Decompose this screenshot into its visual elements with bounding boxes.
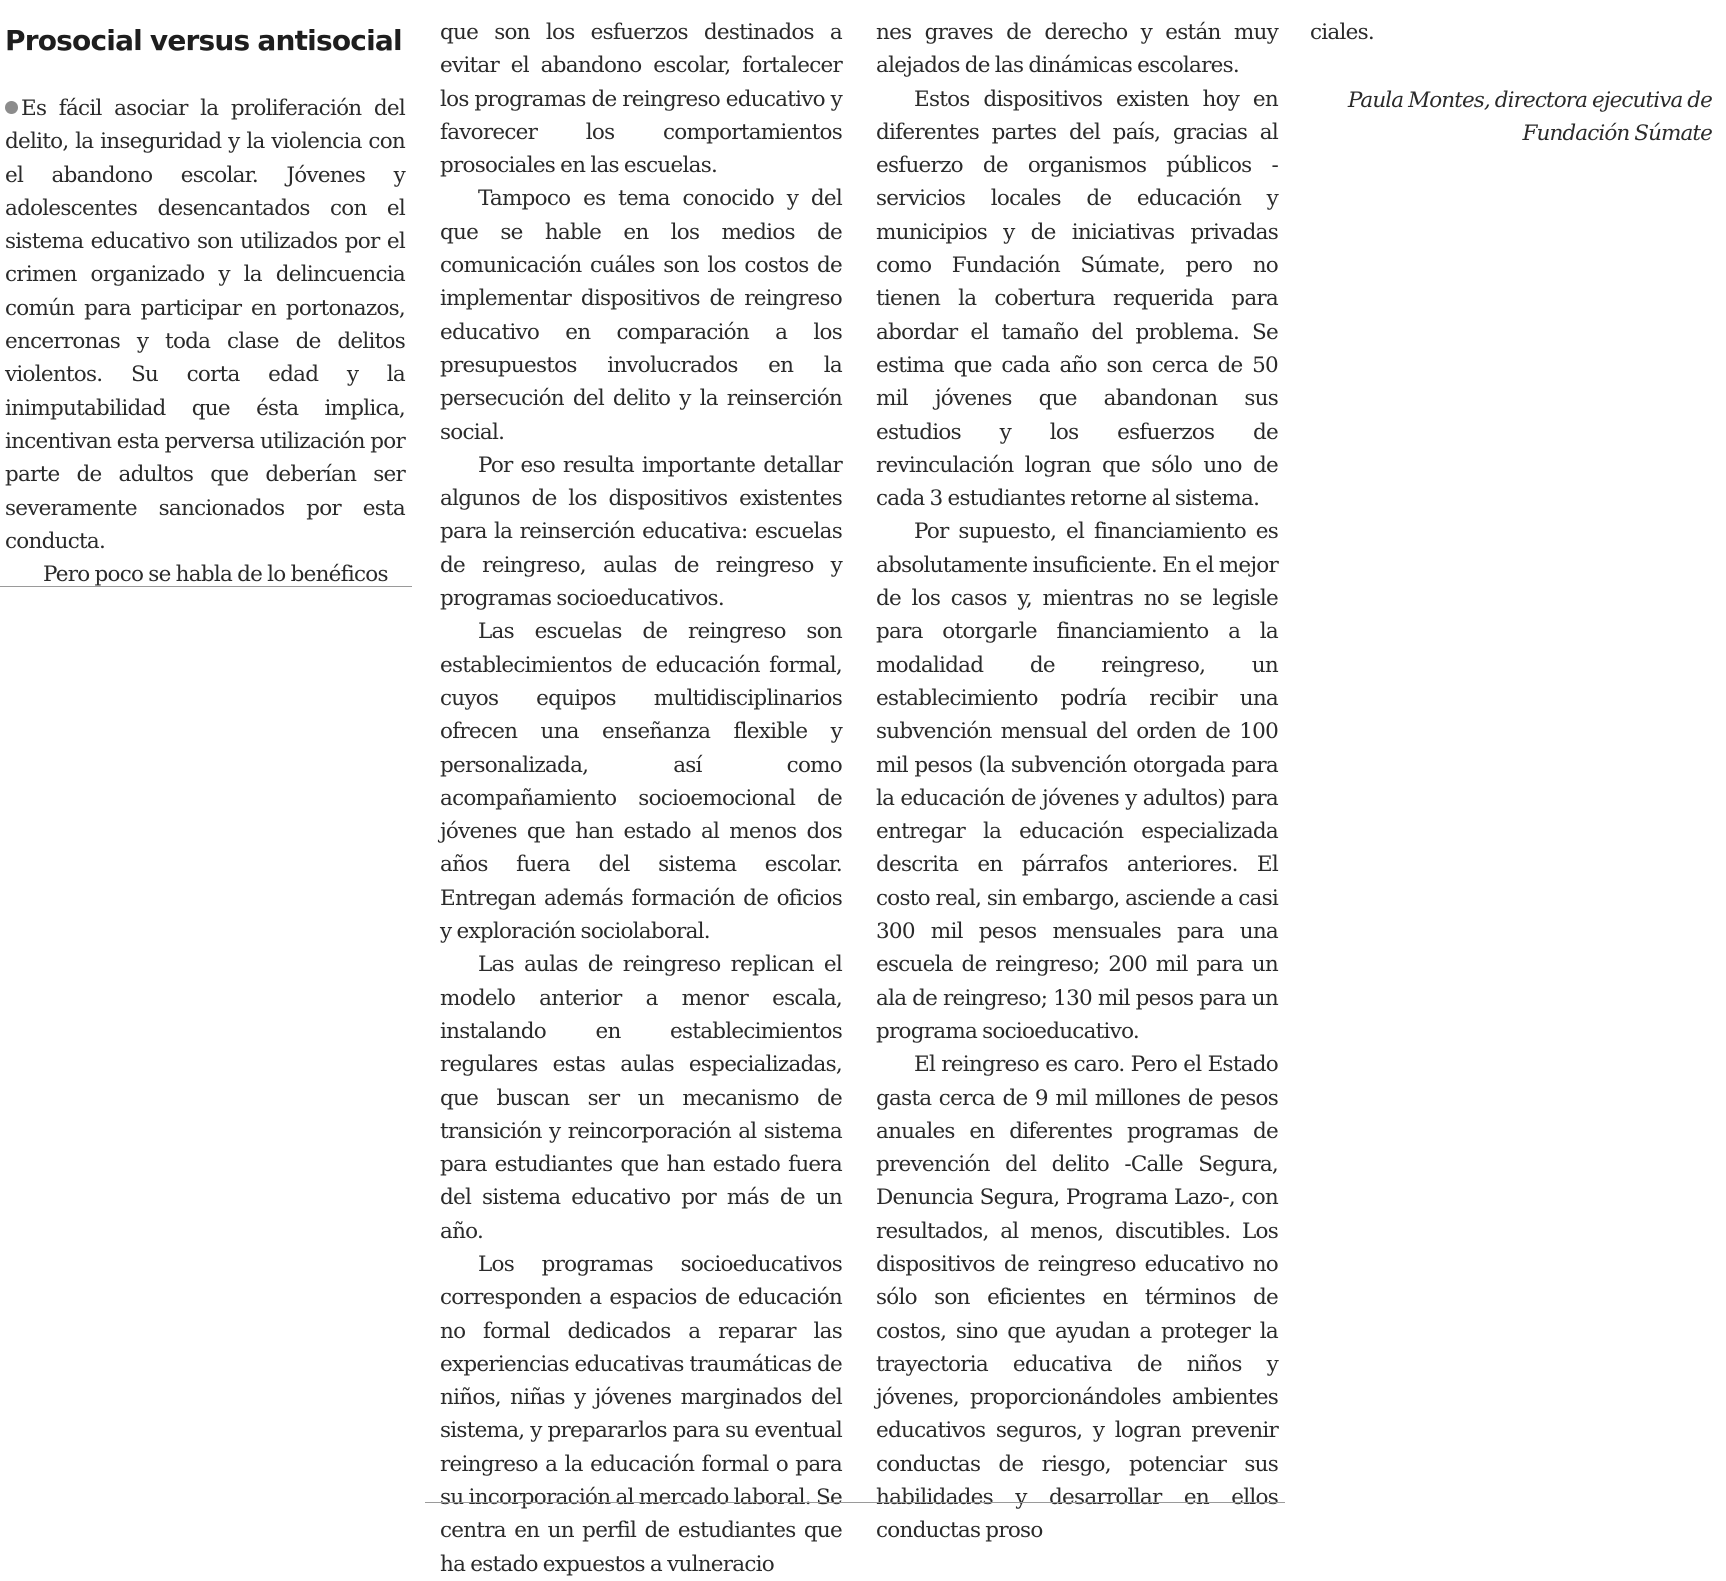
text-column-1 [5, 16, 405, 591]
text-column-2 [440, 16, 842, 1581]
paragraph-8: Estos dispositivos existen hoy en diferentes partes del país, gracias al esfuerzo de organismos públicos -servicios locales de educación y municipios y de iniciativas privadas como Fundación Súmate, pero no tienen la cobertura requerida para abordar el tamaño del problema. Se estima que cada año son cerca de 50 mil jóvenes que abandonan sus estudios y los esfuerzos de revinculación logran que sólo uno de cada 3 estudiantes retorne al sistema. [876, 86, 1278, 512]
paragraph-9: Por supuesto, el financiamiento es absolutamente insuficiente. En el mejor de los casos y, mientras no se legisle para otorgarle financiamiento a la modalidad de reingreso, un establecimiento podría recibir una subvención mensual del orden de 100 mil pesos (la subvención otorgada para la educación de jóvenes y adultos) para entregar la educación especializada descrita en párrafos anteriores. El costo real, sin embargo, asciende a casi 300 mil pesos mensuales para una escuela de reingreso; 200 mil para un ala de reingreso; 130 mil pesos para un programa socioeducativo. [876, 519, 1278, 1044]
signature-line-2: Fundación Súmate [1522, 121, 1712, 147]
signature-line-1: Paula Montes, directora ejecutiva de [1347, 88, 1712, 113]
paragraph-10: El reingreso es caro. Pero el Estado gasta cerca de 9 mil millones de pesos anuales en diferentes programas de prevención del delito -Calle Segura, Denuncia Segura, Programa Lazo-, con resultados, al menos, discutibles. Los dispositivos de reingreso educativo no sólo son eficientes en términos de costos, sino que ayudan a proteger la trayectoria educativa de niños y jóvenes, proporcionándoles ambientes educativos seguros, y logran prevenir conductas de riesgo, potenciar sus habilidades y desarrollar en ellos conductas proso [876, 1052, 1278, 1544]
bullet-dot-icon [5, 101, 18, 114]
text-column-4 [1310, 16, 1714, 49]
paragraph-1 [5, 92, 405, 558]
paragraph-3: Tampoco es tema conocido y del que se hable en los medios de comunicación cuáles son los costos de implementar dispositivos de reingreso educativo en comparación a los presupuestos involucrados en la persecución del delito y la reinserción social. [440, 186, 842, 445]
column-divider-rule [0, 586, 412, 587]
paragraph-5: Las escuelas de reingreso son establecimientos de educación formal, cuyos equipos multidisciplinarios ofrecen una enseñanza flexible y personalizada, así como acompañamiento socioemocional de jóvenes que han estado al menos dos años fuera del sistema escolar. Entregan además formación de oficios y exploración sociolaboral. [440, 619, 842, 945]
paragraph-7-continued: nes graves de derecho y están muy alejados de las dinámicas escolares. [876, 20, 1278, 79]
text-column-3 [876, 16, 1278, 1548]
paragraph-2: Pero poco se habla de lo benéficos [43, 562, 388, 588]
article-headline: Prosocial versus antisocial [5, 24, 402, 57]
paragraph-2-continued: que son los esfuerzos destinados a evitar el abandono escolar, fortalecer los programas de reingreso educativo y favorecer los comportamientos prosociales en las escuelas. [440, 20, 842, 179]
paragraph-6: Las aulas de reingreso replican el modelo anterior a menor escala, instalando en establecimientos regulares estas aulas especializadas, que buscan ser un mecanismo de transición y reincorporación al sistema para estudiantes que han estado fuera del sistema educativo por más de un año. [440, 952, 842, 1244]
paragraph-10-continued: ciales. [1310, 20, 1374, 45]
paragraph-7: Los programas socioeducativos corresponden a espacios de educación no formal dedicados a reparar las experiencias educativas traumáticas de niños, niñas y jóvenes marginados del sistema, y prepararlos para su eventual reingreso a la educación formal o para su incorporación al mercado laboral. Se centra en un perfil de estudiantes que ha estado expuestos a vulneracio [440, 1251, 842, 1577]
author-signature [1310, 84, 1712, 151]
paragraph-4: Por eso resulta importante detallar algunos de los dispositivos existentes para la reinserción educativa: escuelas de reingreso, aulas de reingreso y programas socioeducativos. [440, 452, 842, 612]
bottom-divider-rule [425, 1502, 1285, 1503]
paragraph-1-text: Es fácil asociar la proliferación del delito, la inseguridad y la violencia con el abandono escolar. Jóvenes y adolescentes desencantados con el sistema educativo son utilizados por el crimen organizado y la delincuencia común para participar en portonazos, encerronas y toda clase de delitos violentos. Su corta edad y la inimputabilidad que ésta implica, incentivan esta perversa utilización por parte de adultos que deberían ser severamente sancionados por esta conducta. [5, 96, 405, 554]
